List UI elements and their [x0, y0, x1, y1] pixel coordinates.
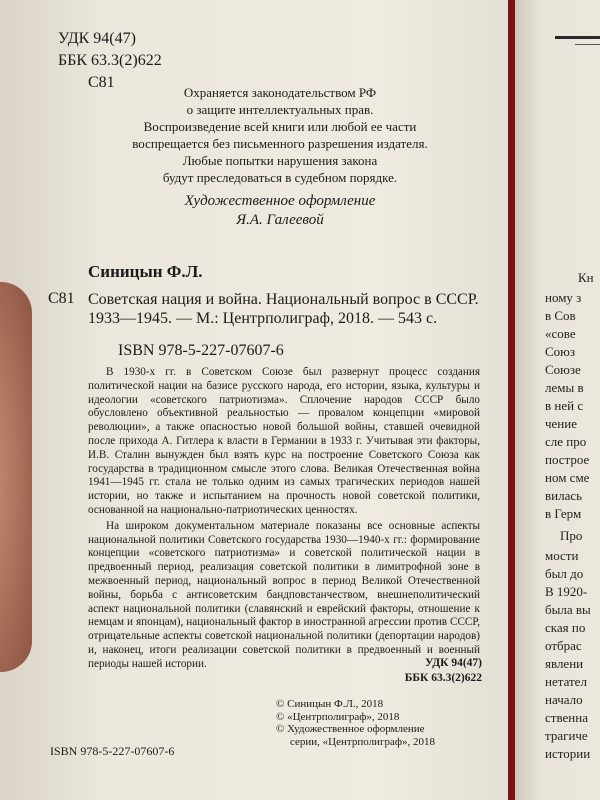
- copyright-line: © Художественное оформление: [276, 723, 425, 735]
- right-page-fragment: начало: [545, 692, 583, 707]
- right-page-fragment: в ней с: [545, 398, 584, 413]
- right-page-fragment: Кн: [578, 270, 594, 285]
- right-page-fragment: Про: [560, 528, 583, 543]
- right-page-fragment: вилась: [545, 488, 583, 503]
- right-page-fragment: Союз: [545, 344, 576, 359]
- right-page-fragment: построе: [545, 452, 590, 467]
- right-page-fragment: в Герм: [545, 506, 582, 521]
- copyright-line: © «Центрполиграф», 2018: [276, 710, 400, 723]
- notice-line: будут преследоваться в судебном порядке.: [162, 170, 398, 185]
- right-page-fragment: ская по: [545, 620, 586, 635]
- right-page-fragment: истории: [545, 746, 591, 761]
- right-page-fragment: явлени: [545, 656, 584, 671]
- notice-line: воспрещается без письменного разрешения издателя.: [132, 136, 428, 151]
- right-page-fragment: была вы: [545, 602, 591, 617]
- udk-line: УДК 94(47): [58, 30, 136, 47]
- abstract-paragraph: На широком документальном материале показаны все основные аспекты национальной политики Советского государства 1930—1940-х гг.: формирование концепции «советского патриотизма» и советской политической нации в предвоенный период, реализация советской политики в лимитрофной зоне в межвоенный период, национальный вопрос в период Великой Отечественной войны, борьба с антисоветским бандповстанчеством, внешнеполитический аспект национальной политики (славянский и еврейский факторы, отношение к немцам и японцам), национальный фактор в иностранной агрессии против СССР, отрицательные аспекты советской национальной политики (депортации народов) и, наконец, итоги реализации советской политики в предвоенный и военный периоды нашей истории.: [88, 519, 480, 670]
- right-page-fragment: ственна: [545, 710, 588, 725]
- right-page-fragment: сле про: [545, 434, 587, 449]
- author-mark: С81: [88, 74, 115, 91]
- right-page-fragment: мости: [545, 548, 579, 563]
- udk-bottom: [392, 656, 482, 686]
- bbk-line: ББК 63.3(2)622: [404, 672, 482, 684]
- copyright-line: серии, «Центрполиграф», 2018: [290, 735, 435, 748]
- right-page-fragment: лемы в: [545, 380, 584, 395]
- designer-name: Я.А. Галеевой: [236, 212, 324, 228]
- right-page-fragment: отбрас: [545, 638, 582, 653]
- right-page-fragment: «сове: [545, 326, 576, 341]
- right-page-fragment: ном сме: [545, 470, 590, 485]
- right-page-rule: [555, 36, 600, 39]
- bbk-line: ББК 63.3(2)622: [58, 52, 162, 69]
- abstract: [88, 366, 480, 672]
- design-credit: [150, 192, 410, 230]
- right-page-fragment: В 1920-: [545, 584, 588, 599]
- copyright-notice: [110, 84, 450, 186]
- book-title: Советская нация и война. Национальный вопрос в СССР. 1933—1945. — М.: Центрполиграф, 2018. — 543 с.: [88, 291, 479, 327]
- right-page-fragment: нетател: [545, 674, 587, 689]
- right-page-rule-thin: [575, 44, 600, 45]
- copyright-block: [276, 698, 435, 748]
- notice-line: Охраняется законодательством РФ: [183, 85, 377, 100]
- right-page-fragment: был до: [545, 566, 584, 581]
- right-page-fragment: в Сов: [545, 308, 576, 323]
- udk-line: УДК 94(47): [424, 657, 482, 669]
- right-page-fragment: ному з: [545, 290, 582, 305]
- notice-line: Воспроизведение всей книги или любой ее части: [143, 119, 417, 134]
- author-name: Синицын Ф.Л.: [88, 262, 203, 281]
- right-page-fragment: Союзе: [545, 362, 581, 377]
- catalog-code: С81: [48, 290, 75, 307]
- notice-line: о защите интеллектуальных прав.: [186, 102, 374, 117]
- isbn-main: ISBN 978-5-227-07607-6: [118, 342, 284, 359]
- right-page-fragment: чение: [545, 416, 577, 431]
- right-page-fragment: трагиче: [545, 728, 588, 743]
- design-credit-label: Художественное оформление: [184, 193, 376, 209]
- isbn-bottom: ISBN 978-5-227-07607-6: [50, 744, 175, 758]
- copyright-line: © Синицын Ф.Л., 2018: [276, 698, 384, 710]
- notice-line: Любые попытки нарушения закона: [182, 153, 378, 168]
- abstract-paragraph: В 1930-х гг. в Советском Союзе был развернут процесс создания политической нации на базисе русского народа, его истории, языка, культуры и идеологии «советского патриотизма». Сплочение народов СССР было обусловлено объективной реальностью — провалом концепции «мировой революции», а также опасностью новой большой войны, ставшей очевидной после прихода А. Гитлера к власти в Германии в 1933 г. Учитывая эти факторы, И.В. Сталин вынужден был взять курс на построение Советского Союза как государства в традиционном смысле этого слова. Великая Отечественная война 1941—1945 гг. стала не только одним из самых трагических периодов нашей истории, но также и испытанием на прочность новой советской политики, основанной на национально-патриотических ценностях.: [88, 366, 480, 516]
- finger: [0, 282, 32, 672]
